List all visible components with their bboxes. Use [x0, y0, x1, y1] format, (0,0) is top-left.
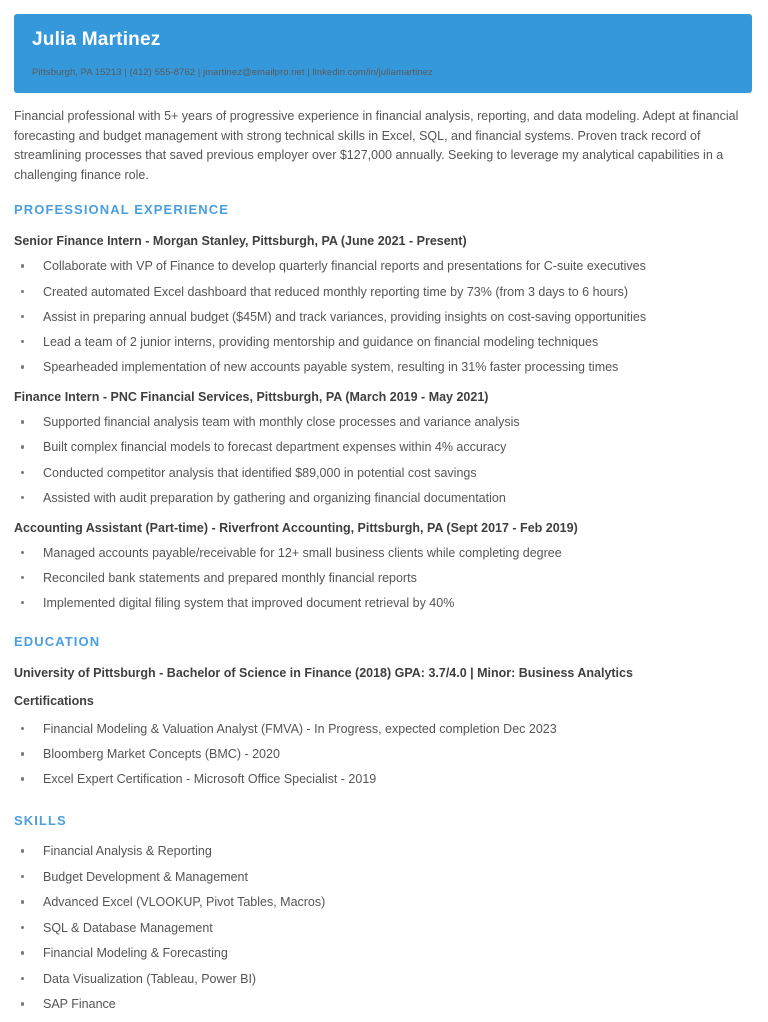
bullet-dot-icon: [21, 576, 24, 579]
list-item: [21, 334, 754, 351]
bullet-dot-icon: [21, 875, 24, 878]
list-item-text: Spearheaded implementation of new accounts payable system, resulting in 31% faster processing times: [43, 360, 619, 375]
list-item: [21, 439, 754, 456]
list-item-text: Lead a team of 2 junior interns, providing mentorship and guidance on financial modeling techniques: [43, 334, 599, 349]
bullet-dot-icon: [21, 290, 24, 293]
list-item: [21, 414, 754, 431]
experience-entry: [14, 233, 754, 376]
section-skills: [14, 813, 754, 1013]
list-item-text: Financial Modeling & Forecasting: [43, 946, 228, 961]
list-item: [21, 258, 754, 275]
list-item-text: Assist in preparing annual budget ($45M) and track variances, providing insights on cost-saving opportunities: [43, 309, 647, 324]
list-item-text: Advanced Excel (VLOOKUP, Pivot Tables, Macros): [43, 895, 326, 910]
certifications-subheading: Certifications: [14, 694, 94, 709]
list-item-text: Financial Modeling & Valuation Analyst (FMVA) - In Progress, expected completion Dec 2023: [43, 722, 557, 737]
list-item: [21, 545, 754, 562]
job-bullet-list: [21, 414, 754, 507]
candidate-name: Julia Martinez: [32, 29, 161, 50]
list-item: [21, 945, 754, 962]
list-item: [21, 869, 754, 886]
list-item-text: Managed accounts payable/receivable for 12+ small business clients while completing degree: [43, 545, 562, 560]
bullet-dot-icon: [21, 340, 24, 343]
list-item-text: Assisted with audit preparation by gathering and organizing financial documentation: [43, 490, 506, 505]
list-item: [21, 920, 754, 937]
bullet-dot-icon: [21, 951, 24, 954]
job-title-line: Accounting Assistant (Part-time) - Riverfront Accounting, Pittsburgh, PA (Sept 2017 - Feb 2019): [14, 520, 578, 535]
list-item: [21, 465, 754, 482]
list-item: [21, 771, 754, 788]
section-heading-education: EDUCATION: [14, 634, 101, 650]
job-bullet-list: [21, 545, 754, 612]
list-item: [21, 996, 754, 1013]
list-item-text: Data Visualization (Tableau, Power BI): [43, 971, 257, 986]
list-item-text: Bloomberg Market Concepts (BMC) - 2020: [43, 747, 280, 762]
list-item: [21, 570, 754, 587]
job-title-line: Finance Intern - PNC Financial Services, Pittsburgh, PA (March 2019 - May 2021): [14, 390, 489, 405]
list-item-text: Conducted competitor analysis that identified $89,000 in potential cost savings: [43, 465, 477, 480]
list-item-text: Implemented digital filing system that improved document retrieval by 40%: [43, 596, 455, 611]
list-item: [21, 309, 754, 326]
list-item: [21, 284, 754, 301]
certification-list: [21, 721, 754, 788]
education-degree-line: University of Pittsburgh - Bachelor of Science in Finance (2018) GPA: 3.7/4.0 | Minor: Business Analytics: [14, 666, 633, 681]
section-heading-skills: SKILLS: [14, 813, 67, 829]
list-item-text: SAP Finance: [43, 997, 116, 1012]
list-item: [21, 490, 754, 507]
bullet-dot-icon: [21, 926, 24, 929]
professional-summary: Financial professional with 5+ years of progressive experience in financial analysis, reporting, and data modeling. Adept at financial forecasting and budget management with strong technical skills in Excel, SQL, and financial systems. Proven track record of streamlining processes that saved previous employer over $127,000 annually. Seeking to leverage my analytical capabilities in a challenging finance role.: [14, 109, 739, 182]
list-item: [21, 721, 754, 738]
list-item: [21, 359, 754, 376]
experience-entry: [14, 389, 754, 507]
list-item-text: Financial Analysis & Reporting: [43, 844, 212, 859]
resume-body: [14, 107, 754, 1022]
list-item-text: SQL & Database Management: [43, 920, 213, 935]
contact-info-line: Pittsburgh, PA 15213 | (412) 555-8762 | jmartinez@emailpro.net | linkedin.com/in/juliamartinez: [32, 67, 433, 78]
list-item: [21, 595, 754, 612]
bullet-dot-icon: [21, 727, 24, 730]
bullet-dot-icon: [21, 471, 24, 474]
bullet-dot-icon: [21, 1002, 24, 1005]
bullet-dot-icon: [21, 601, 24, 604]
resume-header-banner: [14, 14, 752, 93]
list-item: [21, 843, 754, 860]
bullet-dot-icon: [21, 900, 24, 903]
list-item-text: Supported financial analysis team with monthly close processes and variance analysis: [43, 415, 520, 430]
section-heading-experience: PROFESSIONAL EXPERIENCE: [14, 202, 230, 218]
bullet-dot-icon: [21, 849, 24, 852]
bullet-dot-icon: [21, 977, 24, 980]
bullet-dot-icon: [21, 752, 24, 755]
skills-list: [21, 843, 754, 1013]
list-item-text: Built complex financial models to forecast department expenses within 4% accuracy: [43, 440, 507, 455]
list-item-text: Excel Expert Certification - Microsoft Office Specialist - 2019: [43, 772, 377, 787]
bullet-dot-icon: [21, 496, 24, 499]
bullet-dot-icon: [21, 551, 24, 554]
bullet-dot-icon: [21, 445, 24, 448]
section-education: [14, 634, 754, 788]
bullet-dot-icon: [21, 777, 24, 780]
job-title-line: Senior Finance Intern - Morgan Stanley, Pittsburgh, PA (June 2021 - Present): [14, 234, 467, 249]
list-item-text: Reconciled bank statements and prepared monthly financial reports: [43, 570, 417, 585]
experience-entry: [14, 520, 754, 612]
bullet-dot-icon: [21, 365, 24, 368]
list-item: [21, 894, 754, 911]
list-item-text: Created automated Excel dashboard that reduced monthly reporting time by 73% (from 3 days to 6 hours): [43, 284, 629, 299]
bullet-dot-icon: [21, 420, 24, 423]
list-item: [21, 746, 754, 763]
bullet-dot-icon: [21, 264, 24, 267]
job-bullet-list: [21, 258, 754, 376]
list-item-text: Collaborate with VP of Finance to develop quarterly financial reports and presentations for C-suite executives: [43, 259, 646, 274]
list-item-text: Budget Development & Management: [43, 869, 248, 884]
bullet-dot-icon: [21, 315, 24, 318]
section-professional-experience: [14, 202, 754, 612]
list-item: [21, 971, 754, 988]
